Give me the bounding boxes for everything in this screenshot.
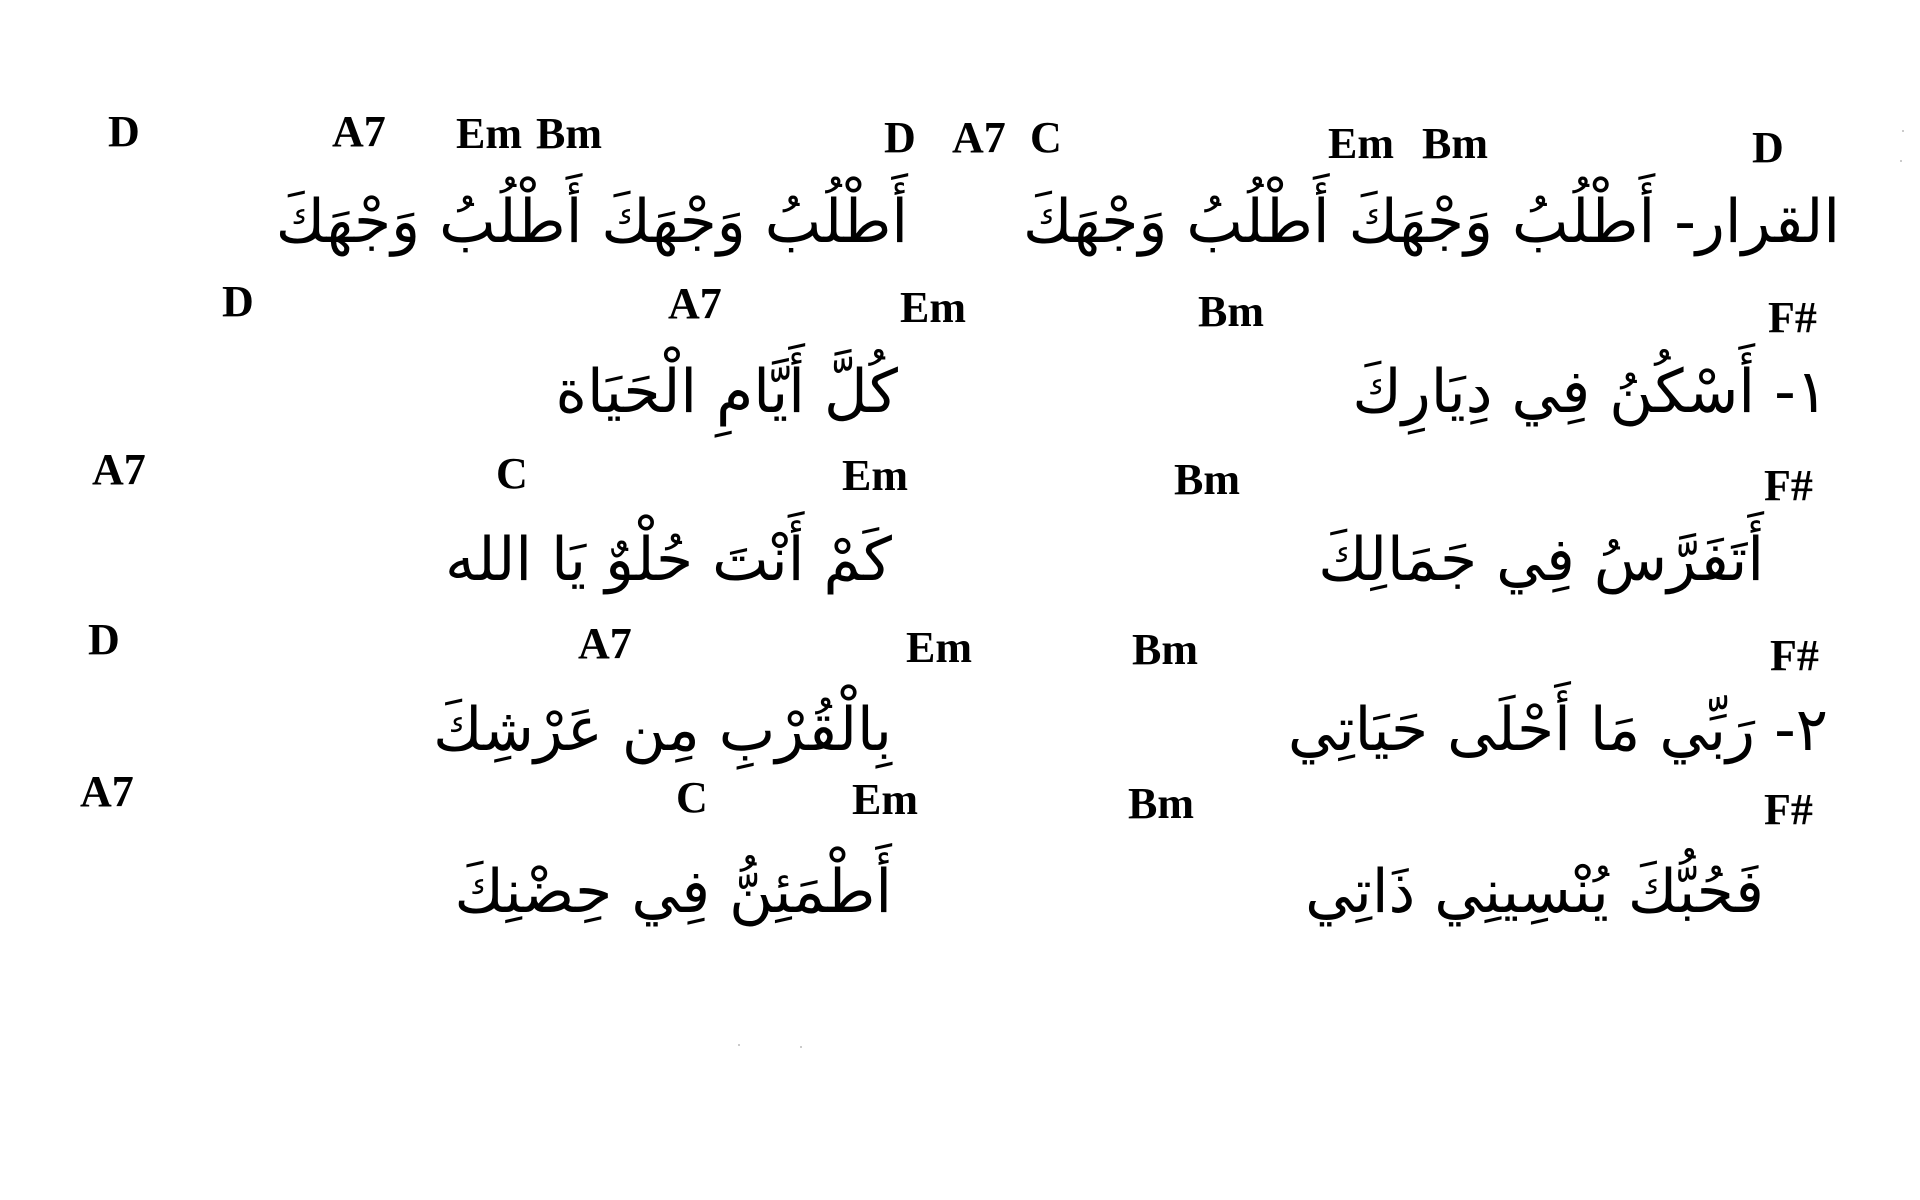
chord-label: D bbox=[1752, 123, 1784, 172]
lyric-line-right: ٢- رَبِّي مَا أَحْلَى حَيَاتِي bbox=[1287, 695, 1828, 765]
scan-speck bbox=[738, 1044, 740, 1046]
chord-label: Em bbox=[842, 451, 908, 500]
chord-label: F# bbox=[1770, 631, 1819, 680]
chord-label: D bbox=[88, 615, 120, 664]
chord-label: A7 bbox=[668, 279, 722, 328]
chord-label: Bm bbox=[1174, 455, 1240, 504]
chord-label: C bbox=[496, 449, 528, 498]
chord-label: Bm bbox=[1132, 625, 1198, 674]
chord-label: Bm bbox=[1422, 119, 1488, 168]
scan-speck bbox=[1900, 160, 1902, 162]
chord-label: F# bbox=[1768, 293, 1817, 342]
chord-label: Em bbox=[1328, 119, 1394, 168]
chord-label: Em bbox=[906, 623, 972, 672]
chord-label: A7 bbox=[578, 619, 632, 668]
chord-label: Bm bbox=[1128, 779, 1194, 828]
lyric-line-left: كَمْ أَنْتَ حُلْوٌ يَا الله bbox=[445, 525, 892, 595]
chord-label: A7 bbox=[92, 445, 146, 494]
scan-speck bbox=[800, 1046, 802, 1048]
lyric-line-left: أَطْمَئِنُّ فِي حِضْنِكَ bbox=[454, 857, 892, 927]
chord-label: Bm bbox=[1198, 287, 1264, 336]
lyric-line-right: فَحُبُّكَ يُنْسِينِي ذَاتِي bbox=[1305, 857, 1764, 927]
chord-label: Em bbox=[456, 109, 522, 158]
lyric-line-right: أَتَفَرَّسُ فِي جَمَالِكَ bbox=[1318, 525, 1764, 595]
scan-speck bbox=[1902, 130, 1904, 132]
chord-label: Em bbox=[900, 283, 966, 332]
chord-label: Bm bbox=[536, 109, 602, 158]
chord-label: Em bbox=[852, 775, 918, 824]
chord-label: D bbox=[884, 113, 916, 162]
chord-label: D bbox=[222, 277, 254, 326]
chord-label: F# bbox=[1764, 785, 1813, 834]
chord-label: D bbox=[108, 107, 140, 156]
chord-label: F# bbox=[1764, 461, 1813, 510]
chord-label: A7 bbox=[952, 113, 1006, 162]
lyric-line-left: أَطْلُبُ وَجْهَكَ أَطْلُبُ وَجْهَكَ bbox=[275, 187, 908, 257]
lyric-line-left: بِالْقُرْبِ مِن عَرْشِكَ bbox=[433, 695, 892, 765]
chord-label: C bbox=[676, 773, 708, 822]
lyric-line-left: كُلَّ أَيَّامِ الْحَيَاة bbox=[555, 357, 898, 427]
lyric-line-right: ١- أَسْكُنُ فِي دِيَارِكَ bbox=[1352, 357, 1828, 427]
lyric-line-right: القرار- أَطْلُبُ وَجْهَكَ أَطْلُبُ وَجْهَكَ bbox=[1023, 187, 1840, 257]
chord-label: A7 bbox=[80, 767, 134, 816]
chord-label: C bbox=[1030, 113, 1062, 162]
chord-label: A7 bbox=[332, 107, 386, 156]
